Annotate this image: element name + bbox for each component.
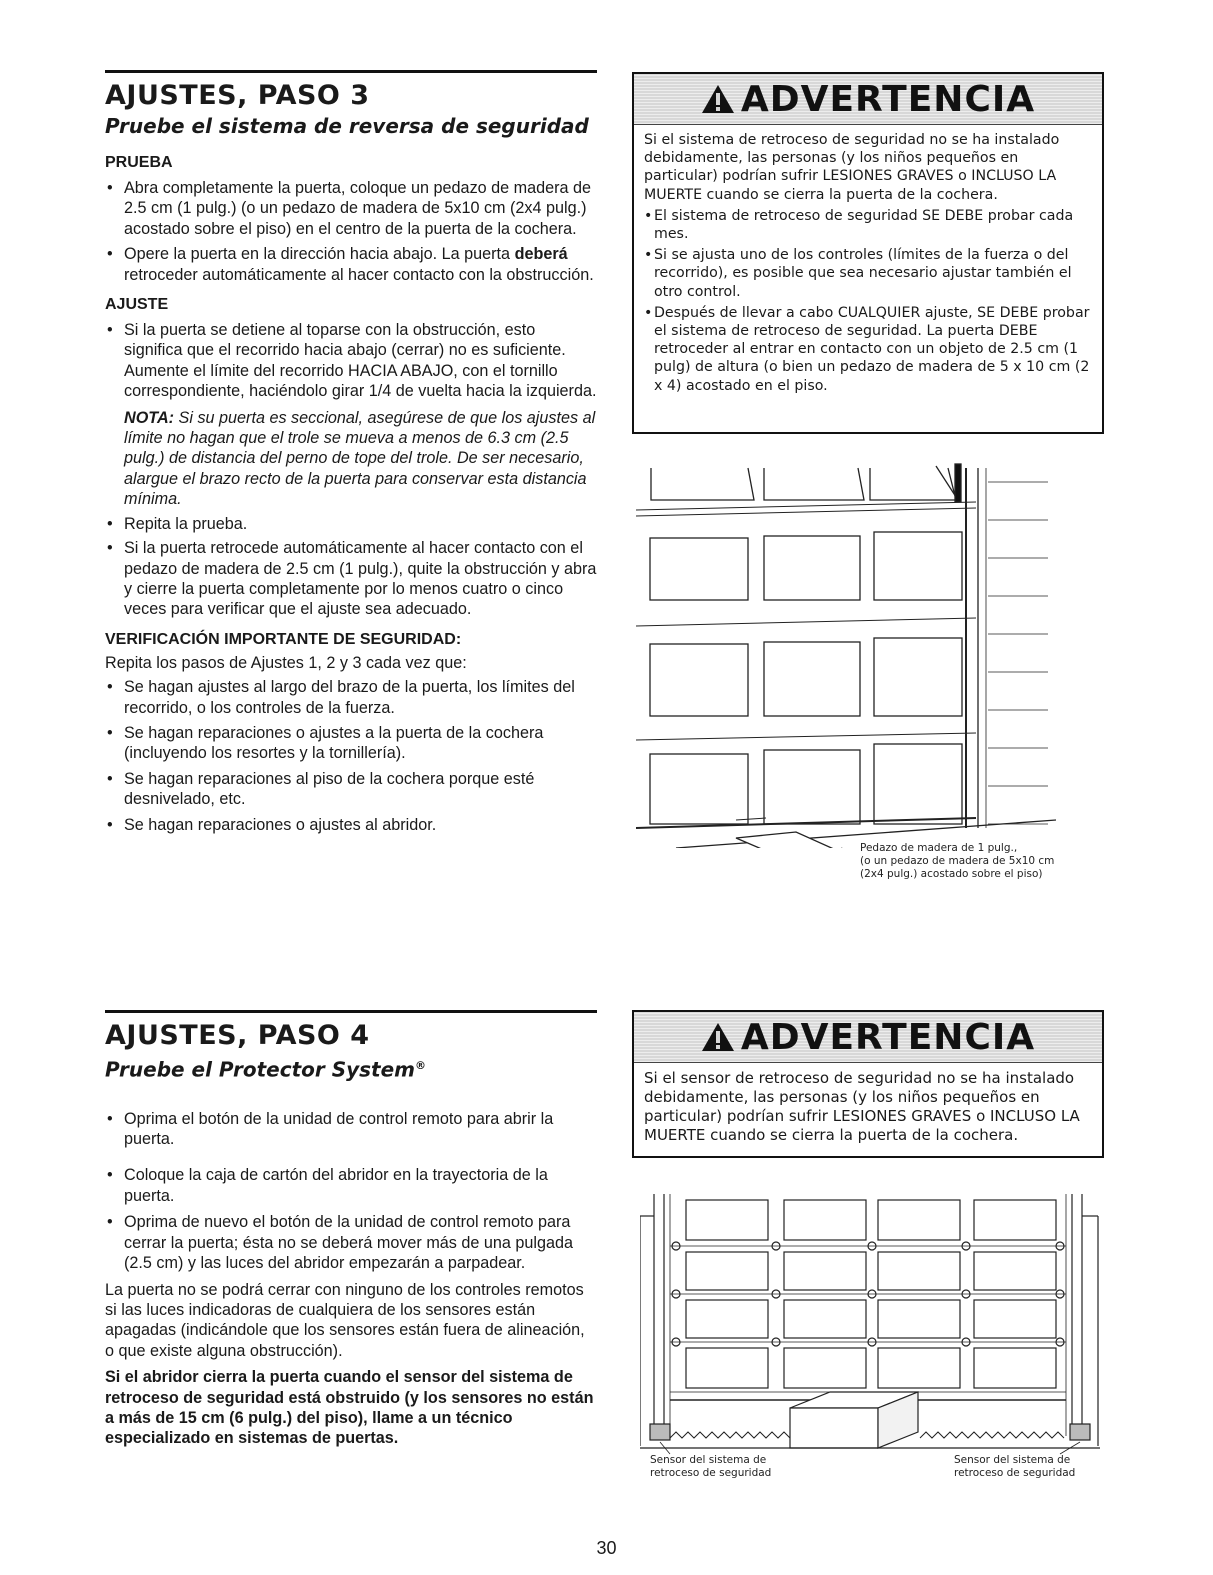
prueba-heading: PRUEBA bbox=[105, 154, 173, 171]
figure-garage-door-sensors bbox=[640, 1186, 1100, 1506]
list-item: • Si se ajusta uno de los controles (límites de la fuerza o del recorrido), es posible que sea necesario ajustar también el otro control. bbox=[644, 246, 1092, 301]
list-item: • Opere la puerta en la dirección hacia abajo. La puerta deberá retroceder automáticamente al hacer contacto con la obstrucción. bbox=[105, 244, 597, 285]
warning-list bbox=[644, 207, 1092, 395]
list-item: • Después de llevar a cabo CUALQUIER ajuste, SE DEBE probar el sistema de retroceso de seguridad. La puerta DEBE retroceder al entrar en contacto con un objeto de 2.5 cm (1 pulg) de altura (o bien un pedazo de madera de 5 x 10 cm (2 x 4) acostado en el piso. bbox=[644, 304, 1092, 395]
warning-body bbox=[634, 1063, 1102, 1155]
figure-garage-door-board bbox=[636, 458, 1056, 898]
verificacion-heading: VERIFICACIÓN IMPORTANTE DE SEGURIDAD: bbox=[105, 630, 462, 648]
list-item: • Coloque la caja de cartón del abridor en la trayectoria de la puerta. bbox=[105, 1165, 597, 1206]
figure1-caption: Pedazo de madera de 1 pulg., (o un pedazo de madera de 5x10 cm (2x4 pulg.) acostado sobre el piso) bbox=[860, 842, 1055, 880]
list-item: • Si la puerta se detiene al toparse con la obstrucción, esto significa que el recorrido hacia abajo (cerrar) no es suficiente. Aumente el límite del recorrido HACIA ABAJO, con el tornillo correspondiente, haciéndolo girar 1/4 de vuelta hacia la izquierda. NOTA: Si su puerta es seccional, asegúrese de que los ajustes al límite no hagan que el trole se mueva a menos de 6.3 cm (2.5 pulg.) de distancia del perno de tope del trole. De ser necesario, alargue el brazo recto de la puerta para conservar esta distancia mínima. bbox=[105, 320, 597, 510]
list-item: • Oprima de nuevo el botón de la unidad de control remoto para cerrar la puerta; ésta no se deberá mover más de una pulgada (2.5 cm) y las luces del abridor empezarán a parpadear. bbox=[105, 1212, 597, 1273]
warning-paragraph: Si el sistema de retroceso de seguridad no se ha instalado debidamente, las personas (y los niños pequeños en particular) podrían sufrir LESIONES GRAVES o INCLUSO LA MUERTE cuando se cierra la puerta de la cochera. bbox=[644, 132, 1060, 203]
page-number: 30 bbox=[596, 1538, 617, 1558]
warning-header bbox=[634, 1012, 1102, 1063]
ajuste-list bbox=[105, 320, 597, 620]
list-item: • Abra completamente la puerta, coloque un pedazo de madera de 2.5 cm (1 pulg.) (o un pedazo de madera de 5x10 cm (2x4 pulg.) acostado sobre el piso) en el centro de la puerta de la cochera. bbox=[105, 178, 597, 239]
warning-header bbox=[634, 74, 1102, 125]
warning-body bbox=[634, 125, 1102, 405]
warning-paragraph: Si el sensor de retroceso de seguridad no se ha instalado debidamente, las personas (y los niños pequeños en particular) podrían sufrir LESIONES GRAVES o INCLUSO LA MUERTE cuando se cierra la puerta de la cochera. bbox=[644, 1069, 1080, 1144]
garage-door-sensors-illustration bbox=[640, 1186, 1100, 1456]
list-item: • Si la puerta retrocede automáticamente al hacer contacto con el pedazo de madera de 2.5 cm (1 pulg.), quite la obstrucción y abra y cierre la puerta completamente por lo menos cuatro o cinco veces para verificar que el ajuste sea adecuado. bbox=[105, 538, 597, 620]
list-item: • Se hagan reparaciones o ajustes al abridor. bbox=[105, 815, 597, 835]
list-item: • Se hagan reparaciones o ajustes a la puerta de la cochera (incluyendo los resortes y la tornillería). bbox=[105, 723, 597, 764]
list-item: • Repita la prueba. bbox=[105, 514, 597, 534]
warning-title: ADVERTENCIA bbox=[740, 1016, 1036, 1058]
list-item: • Oprima el botón de la unidad de control remoto para abrir la puerta. bbox=[105, 1109, 597, 1150]
step3-subtitle: Pruebe el sistema de reversa de seguridad bbox=[105, 114, 589, 138]
step3-section bbox=[105, 70, 597, 835]
list-item: • El sistema de retroceso de seguridad SE DEBE probar cada mes. bbox=[644, 207, 1092, 243]
warning-box-1 bbox=[632, 72, 1104, 434]
prueba-list bbox=[105, 178, 597, 285]
sensor-caption-right: Sensor del sistema de retroceso de seguridad bbox=[954, 1454, 1076, 1479]
garage-door-illustration bbox=[636, 458, 1056, 848]
step3-title: AJUSTES, PASO 3 bbox=[105, 80, 370, 111]
section-rule bbox=[105, 70, 597, 73]
list-item: • Se hagan ajustes al largo del brazo de la puerta, los límites del recorrido, o los controles de la fuerza. bbox=[105, 677, 597, 718]
warning-box-2 bbox=[632, 1010, 1104, 1158]
verificacion-list bbox=[105, 677, 597, 835]
ajuste-heading: AJUSTE bbox=[105, 296, 169, 314]
warning-triangle-icon bbox=[701, 84, 735, 114]
warning-triangle-icon bbox=[701, 1022, 735, 1052]
step4-subtitle: Pruebe el Protector System® bbox=[105, 1057, 426, 1082]
nota-block: NOTA: Si su puerta es seccional, asegúrese de que los ajustes al límite no hagan que el trole se mueva a menos de 6.3 cm (2.5 pulg.) de distancia del perno de tope del trole. De ser necesario, alargue el brazo recto de la puerta para conservar esta distancia mínima. bbox=[124, 408, 596, 509]
step4-title: AJUSTES, PASO 4 bbox=[105, 1020, 370, 1051]
step4-section bbox=[105, 1010, 597, 1449]
warning-title: ADVERTENCIA bbox=[740, 78, 1036, 120]
step4-paragraph: La puerta no se podrá cerrar con ninguno de los controles remotos si las luces indicadoras de cualquiera de los sensores están apagadas (indicándole que los sensores están fuera de alineación, o que existe alguna obstrucción). bbox=[105, 1280, 585, 1360]
sensor-caption-left: Sensor del sistema de retroceso de seguridad bbox=[650, 1454, 772, 1479]
step4-bold-paragraph: Si el abridor cierra la puerta cuando el sensor del sistema de retroceso de seguridad está obstruido (y los sensores no están a más de 15 cm (6 pulg.) del piso), llame a un técnico especializado en sistemas de puertas. bbox=[105, 1368, 594, 1448]
verificacion-intro: Repita los pasos de Ajustes 1, 2 y 3 cada vez que: bbox=[105, 653, 467, 672]
list-item: • Se hagan reparaciones al piso de la cochera porque esté desnivelado, etc. bbox=[105, 769, 597, 810]
section-rule bbox=[105, 1010, 597, 1013]
step4-list bbox=[105, 1109, 597, 1274]
